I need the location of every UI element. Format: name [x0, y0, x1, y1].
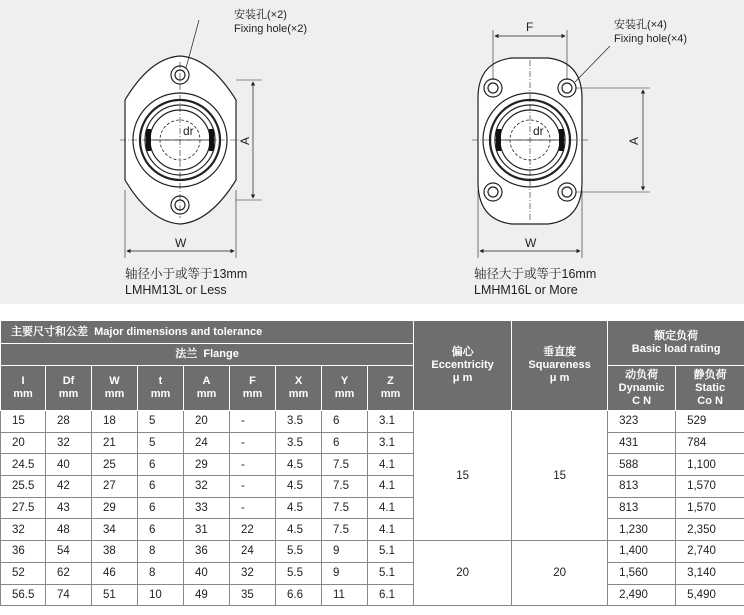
- cell-f: -: [230, 432, 276, 454]
- left-note-en: Fixing hole(×2): [234, 23, 308, 35]
- cell-static: 2,350: [676, 519, 744, 541]
- cell-i: 27.5: [1, 497, 46, 519]
- cell-i: 56.5: [1, 584, 46, 606]
- cell-w: 29: [92, 497, 138, 519]
- cell-df: 28: [46, 411, 92, 433]
- cell-f: -: [230, 411, 276, 433]
- cell-z: 4.1: [368, 497, 414, 519]
- cell-df: 42: [46, 476, 92, 498]
- cell-w: 51: [92, 584, 138, 606]
- cell-t: 8: [138, 562, 184, 584]
- cell-dynamic: 431: [608, 432, 676, 454]
- dimensions-table: [0, 320, 744, 606]
- cell-x: 3.5: [276, 432, 322, 454]
- table-row: [1, 411, 744, 433]
- cell-y: 9: [322, 562, 368, 584]
- cell-z: 4.1: [368, 519, 414, 541]
- right-note-zh: 安装孔(×4): [614, 19, 667, 31]
- cell-i: 20: [1, 432, 46, 454]
- cell-static: 5,490: [676, 584, 744, 606]
- col-header-dynamic: 动负荷 Dynamic C N: [608, 366, 676, 411]
- left-caption: [125, 266, 247, 298]
- cell-z: 5.1: [368, 541, 414, 563]
- cell-z: 6.1: [368, 584, 414, 606]
- left-caption-zh: 轴径小于或等于13mm: [125, 267, 248, 281]
- table-row: [1, 519, 744, 541]
- cell-f: 22: [230, 519, 276, 541]
- cell-z: 4.1: [368, 476, 414, 498]
- major-dimensions-header: 主要尺寸和公差 Major dimensions and tolerance: [1, 321, 414, 344]
- cell-df: 54: [46, 541, 92, 563]
- cell-w: 25: [92, 454, 138, 476]
- right-caption-zh: 轴径大于或等于16mm: [474, 267, 597, 281]
- cell-i: 32: [1, 519, 46, 541]
- squareness-cell: 20: [512, 541, 608, 606]
- right-w-label: W: [525, 236, 537, 250]
- cell-i: 15: [1, 411, 46, 433]
- table-row: [1, 454, 744, 476]
- technical-drawings-panel: [0, 0, 744, 304]
- cell-f: -: [230, 476, 276, 498]
- cell-dynamic: 1,560: [608, 562, 676, 584]
- cell-a: 29: [184, 454, 230, 476]
- cell-y: 6: [322, 432, 368, 454]
- left-a-label: A: [238, 136, 253, 146]
- col-header-w: W mm: [92, 366, 138, 411]
- col-header-x: X mm: [276, 366, 322, 411]
- cell-i: 25.5: [1, 476, 46, 498]
- right-caption-en: LMHM16L or More: [474, 283, 578, 297]
- table-row: [1, 476, 744, 498]
- eccentricity-cell: 15: [414, 411, 512, 541]
- cell-t: 10: [138, 584, 184, 606]
- col-header-z: Z mm: [368, 366, 414, 411]
- cell-a: 33: [184, 497, 230, 519]
- right-a-label: A: [627, 136, 642, 146]
- cell-t: 6: [138, 497, 184, 519]
- cell-x: 4.5: [276, 519, 322, 541]
- cell-x: 4.5: [276, 476, 322, 498]
- cell-x: 4.5: [276, 497, 322, 519]
- table-row: [1, 584, 744, 606]
- cell-t: 8: [138, 541, 184, 563]
- cell-z: 3.1: [368, 432, 414, 454]
- cell-z: 4.1: [368, 454, 414, 476]
- col-header-i: I mm: [1, 366, 46, 411]
- cell-f: -: [230, 497, 276, 519]
- table-row: [1, 432, 744, 454]
- cell-f: -: [230, 454, 276, 476]
- right-flange-drawing: [472, 30, 650, 258]
- cell-y: 6: [322, 411, 368, 433]
- cell-z: 5.1: [368, 562, 414, 584]
- cell-y: 9: [322, 541, 368, 563]
- squareness-header: 垂直度 Squareness μ m: [512, 321, 608, 411]
- cell-df: 74: [46, 584, 92, 606]
- cell-a: 49: [184, 584, 230, 606]
- cell-a: 32: [184, 476, 230, 498]
- table-row: [1, 562, 744, 584]
- cell-df: 43: [46, 497, 92, 519]
- cell-a: 40: [184, 562, 230, 584]
- cell-x: 4.5: [276, 454, 322, 476]
- table-body: [1, 411, 744, 606]
- cell-a: 20: [184, 411, 230, 433]
- cell-a: 31: [184, 519, 230, 541]
- cell-dynamic: 1,230: [608, 519, 676, 541]
- left-fixing-hole-note: [234, 8, 307, 36]
- cell-y: 7.5: [322, 519, 368, 541]
- cell-t: 6: [138, 519, 184, 541]
- right-f-label: F: [526, 20, 534, 34]
- cell-df: 62: [46, 562, 92, 584]
- basic-load-rating-header: 额定负荷 Basic load rating: [608, 321, 744, 366]
- flange-header: 法兰 Flange: [1, 344, 414, 366]
- cell-dynamic: 323: [608, 411, 676, 433]
- left-dr-label: dr: [183, 124, 194, 138]
- cell-x: 3.5: [276, 411, 322, 433]
- cell-dynamic: 588: [608, 454, 676, 476]
- right-fixing-hole-note: [614, 18, 687, 46]
- cell-static: 1,100: [676, 454, 744, 476]
- cell-x: 6.6: [276, 584, 322, 606]
- table-row: [1, 497, 744, 519]
- cell-i: 52: [1, 562, 46, 584]
- col-header-a: A mm: [184, 366, 230, 411]
- right-caption: [474, 266, 596, 298]
- cell-dynamic: 813: [608, 476, 676, 498]
- cell-f: 32: [230, 562, 276, 584]
- cell-y: 7.5: [322, 454, 368, 476]
- cell-a: 36: [184, 541, 230, 563]
- cell-w: 34: [92, 519, 138, 541]
- cell-w: 18: [92, 411, 138, 433]
- cell-f: 35: [230, 584, 276, 606]
- cell-t: 6: [138, 476, 184, 498]
- left-caption-en: LMHM13L or Less: [125, 283, 227, 297]
- cell-y: 11: [322, 584, 368, 606]
- cell-i: 24.5: [1, 454, 46, 476]
- cell-z: 3.1: [368, 411, 414, 433]
- cell-df: 32: [46, 432, 92, 454]
- cell-t: 5: [138, 432, 184, 454]
- squareness-cell: 15: [512, 411, 608, 541]
- cell-w: 46: [92, 562, 138, 584]
- cell-y: 7.5: [322, 476, 368, 498]
- col-header-f: F mm: [230, 366, 276, 411]
- eccentricity-cell: 20: [414, 541, 512, 606]
- cell-y: 7.5: [322, 497, 368, 519]
- cell-static: 784: [676, 432, 744, 454]
- cell-i: 36: [1, 541, 46, 563]
- left-w-label: W: [175, 236, 187, 250]
- col-header-y: Y mm: [322, 366, 368, 411]
- cell-static: 1,570: [676, 497, 744, 519]
- cell-static: 2,740: [676, 541, 744, 563]
- cell-x: 5.5: [276, 562, 322, 584]
- cell-w: 27: [92, 476, 138, 498]
- cell-w: 38: [92, 541, 138, 563]
- table-row: [1, 541, 744, 563]
- cell-df: 48: [46, 519, 92, 541]
- cell-t: 5: [138, 411, 184, 433]
- col-header-static: 静负荷 Static Co N: [676, 366, 744, 411]
- cell-f: 24: [230, 541, 276, 563]
- cell-static: 3,140: [676, 562, 744, 584]
- col-header-t: t mm: [138, 366, 184, 411]
- cell-dynamic: 2,490: [608, 584, 676, 606]
- right-dr-label: dr: [533, 124, 544, 138]
- cell-df: 40: [46, 454, 92, 476]
- left-note-zh: 安装孔(×2): [234, 9, 287, 21]
- cell-w: 21: [92, 432, 138, 454]
- cell-x: 5.5: [276, 541, 322, 563]
- cell-dynamic: 1,400: [608, 541, 676, 563]
- cell-t: 6: [138, 454, 184, 476]
- eccentricity-header: 偏心 Eccentricity μ m: [414, 321, 512, 411]
- cell-dynamic: 813: [608, 497, 676, 519]
- cell-static: 1,570: [676, 476, 744, 498]
- cell-static: 529: [676, 411, 744, 433]
- cell-a: 24: [184, 432, 230, 454]
- right-note-en: Fixing hole(×4): [614, 33, 688, 45]
- col-header-df: Df mm: [46, 366, 92, 411]
